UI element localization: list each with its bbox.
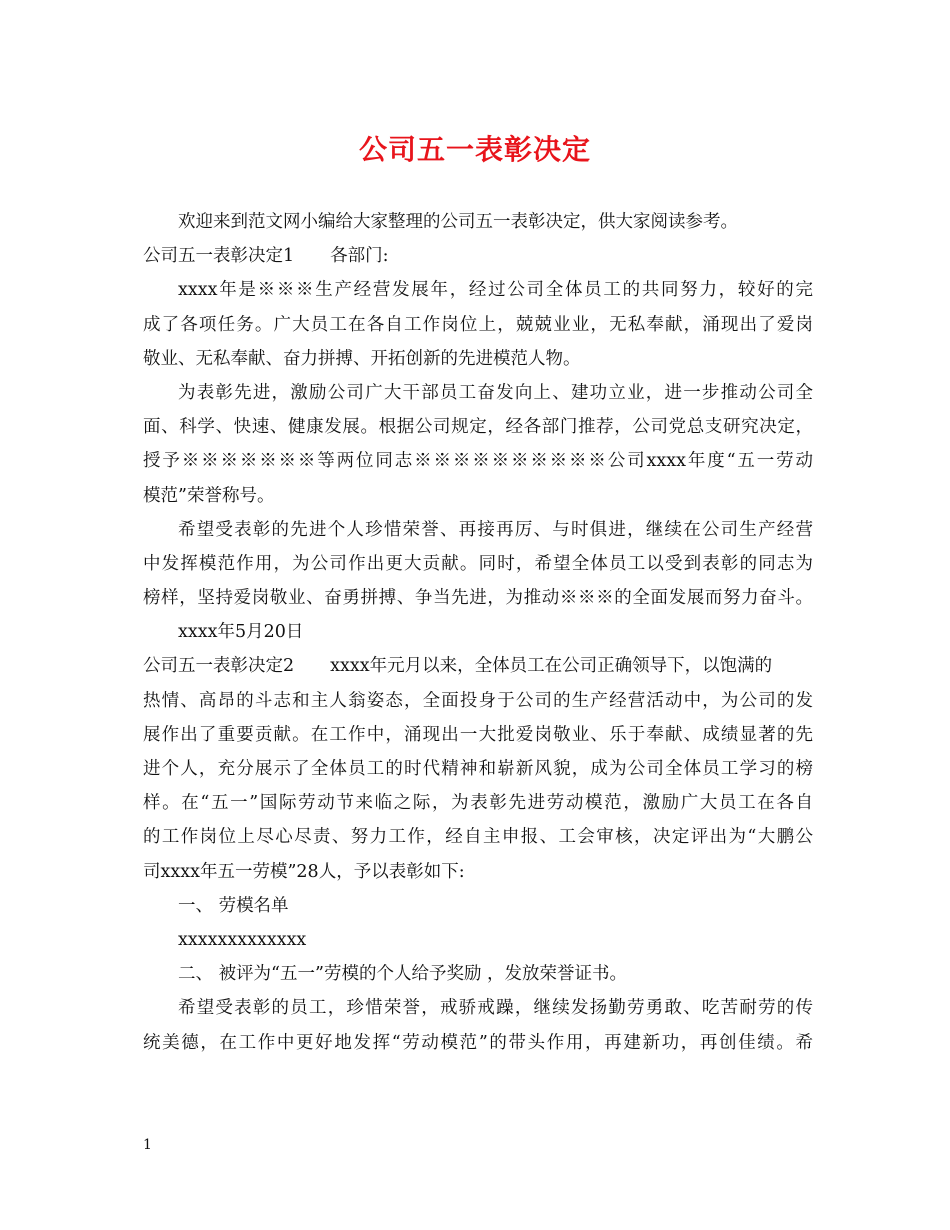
decision-2-heading: 公司五一表彰决定2 bbox=[143, 656, 295, 677]
model-names: xxxxxxxxxxxxx bbox=[178, 929, 307, 950]
decision-1-heading-line bbox=[143, 239, 813, 273]
paragraph-line: 授予※※※※※※※等两位同志※※※※※※※※※※公司xxxx年度“五一劳动 bbox=[143, 451, 813, 472]
decision-2-heading-line bbox=[143, 649, 813, 683]
list-item-1: 一、 劳模名单 bbox=[178, 895, 289, 916]
decision-2-opening: xxxx年元月以来，全体员工在公司正确领导下，以饱满的 bbox=[330, 656, 773, 677]
paragraph-line: 成了各项任务。广大员工在各自工作岗位上，兢兢业业，无私奉献，涌现出了爱岗 bbox=[143, 314, 813, 335]
decision-1-heading: 公司五一表彰决定1 bbox=[143, 246, 295, 267]
paragraph-line: 希望受表彰的先进个人珍惜荣誉、再接再厉、与时俱进，继续在公司生产经营 bbox=[178, 519, 813, 540]
paragraph-line: 面、科学、快速、健康发展。根据公司规定，经各部门推荐，公司党总支研究决定， bbox=[143, 417, 813, 438]
page-number: 1 bbox=[143, 1137, 152, 1153]
document-title: 公司五一表彰决定 bbox=[358, 133, 591, 166]
paragraph-line: 展作出了重要贡献。在工作中，涌现出一大批爱岗敬业、乐于奉献、成绩显著的先 bbox=[143, 724, 813, 745]
paragraph-line: xxxx年是※※※生产经营发展年，经过公司全体员工的共同努力，较好的完 bbox=[178, 280, 813, 301]
paragraph-line: 的工作岗位上尽心尽责、努力工作，经自主申报、工会审核，决定评出为“大鹏公 bbox=[143, 827, 813, 848]
document-body bbox=[143, 205, 813, 1060]
list-item-2: 二、 被评为“五一”劳模的个人给予奖励 ，发放荣誉证书。 bbox=[178, 964, 628, 985]
paragraph-line: 司xxxx年五一劳模”28人，予以表彰如下: bbox=[143, 861, 465, 882]
paragraph-line: 样。在“五一”国际劳动节来临之际，为表彰先进劳动模范，激励广大员工在各自 bbox=[143, 793, 813, 814]
paragraph-line: 榜样，坚持爱岗敬业、奋勇拼搏、争当先进，为推动※※※的全面发展而努力奋斗。 bbox=[143, 588, 813, 609]
paragraph-line: 敬业、无私奉献、奋力拼搏、开拓创新的先进模范人物。 bbox=[143, 348, 581, 369]
paragraph-line: 模范”荣誉称号。 bbox=[143, 485, 275, 506]
paragraph-line: 统美德，在工作中更好地发挥“劳动模范”的带头作用，再建新功，再创佳绩。希 bbox=[143, 1032, 813, 1053]
paragraph-line: 希望受表彰的员工，珍惜荣誉，戒骄戒躁，继续发扬勤劳勇敢、吃苦耐劳的传 bbox=[178, 998, 813, 1019]
paragraph-line: 中发挥模范作用，为公司作出更大贡献。同时，希望全体员工以受到表彰的同志为 bbox=[143, 553, 813, 574]
date-line: xxxx年5月20日 bbox=[178, 622, 304, 643]
paragraph-line: 进个人，充分展示了全体员工的时代精神和崭新风貌，成为公司全体员工学习的榜 bbox=[143, 759, 813, 779]
paragraph-line: 热情、高昂的斗志和主人翁姿态，全面投身于公司的生产经营活动中，为公司的发 bbox=[143, 690, 813, 711]
decision-1-salutation: 各部门: bbox=[330, 246, 389, 267]
paragraph-line: 为表彰先进，激励公司广大干部员工奋发向上、建功立业，进一步推动公司全 bbox=[178, 382, 813, 403]
intro-line: 欢迎来到范文网小编给大家整理的公司五一表彰决定，供大家阅读参考。 bbox=[178, 212, 738, 232]
